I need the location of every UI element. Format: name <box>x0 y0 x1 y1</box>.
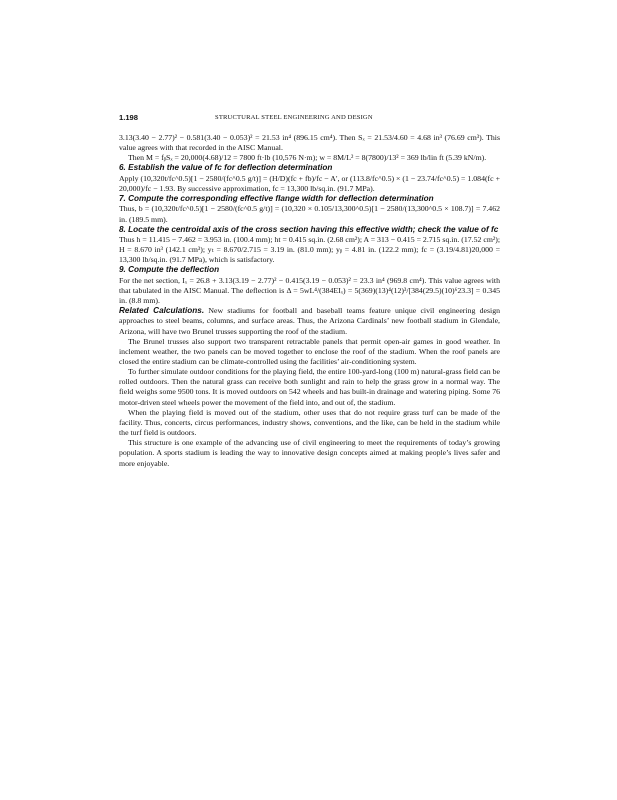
step-8-body: Thus h = 11.415 − 7.462 = 3.953 in. (100.4 mm); ht = 0.415 sq.in. (2.68 cm²); A = 313 − 0.415 = 2.715 sq.in. (17.52 cm²); H = 8.670 in³ (142.1 cm³); yₜ = 8.670/2.715 = 3.19 in. (81.0 mm); yᵦ = 4.81 in. (122.2 mm); fc = (3.19/4.81)20,000 = 13,300 lb/sq.in. (91.7 MPa), which is satisfactory. <box>119 234 500 265</box>
related-paragraph-3: To further simulate outdoor conditions for the playing field, the entire 100-yard-long (100 m) natural-grass field can be rolled outdoors. Then the natural grass can receive both sunlight and rain to help the grass grow in a normal way. The field weighs some 9500 tons. It is moved outdoors on 542 wheels and has built-in drainage and watering piping. Some 76 motor-driven steel wheels power the movement of the field into, and out of, the stadium. <box>119 367 500 407</box>
step-8-title: 8. Locate the centroidal axis of the cross section having this effective width; check the value of fc <box>119 224 499 234</box>
related-paragraph-4: When the playing field is moved out of the stadium, other uses that do not require grass turf can be made of the facility. Thus, concerts, circus performances, industry shows, conventions, and the like, can be held in the stadium while the turf field is outdoors. <box>119 407 500 438</box>
step-9-body: For the net section, Iₓ = 26.8 + 3.13(3.19 − 2.77)² − 0.415(3.19 − 0.053)² = 23.3 in⁴ (969.8 cm⁴). This value agrees with that tabulated in the AISC Manual. The deflection is Δ = 5wL⁴/(384EIₓ) = 5(369)(13)⁴(12)³/[384(29.5)(10)⁶23.3] = 0.345 in. (8.8 mm). <box>119 275 500 306</box>
related-calculations-heading: Related Calculations. <box>119 306 205 316</box>
page-body <box>119 133 500 469</box>
page-number: 1.198 <box>119 113 139 122</box>
running-header <box>119 113 499 125</box>
step-6-title: 6. Establish the value of fc for deflection determination <box>119 163 333 173</box>
related-paragraph-1-text: New stadiums for football and baseball teams feature unique civil engineering design approaches to steel beams, columns, and surface areas. Thus, the Arizona Cardinals’ new football stadium in Glendale, Arizona, will have two Brunel trusses supporting the roof of the stadium. <box>119 306 500 336</box>
related-paragraph-5: This structure is one example of the advancing use of civil engineering to meet the requirements of today’s growing population. A sports stadium is leading the way to innovative design concepts aimed at making people’s lives safer and more enjoyable. <box>119 438 500 468</box>
related-paragraph-2: The Brunel trusses also support two transparent retractable panels that permit open-air games in good weather. In inclement weather, the two panels can be moved together to enclose the roof of the stadium. When the roof panels are closed the entire stadium can be climate-controlled using the facilities’ air-conditioning system. <box>119 336 500 366</box>
step-7-body: Thus, b = (10,320t/fc^0.5)[1 − 2580/(fc^0.5 g/t)] = (10,320 × 0.105/13,300^0.5)[1 − 2580/(13,300^0.5 × 108.7)] = 7.462 in. (189.5 mm). <box>119 204 500 224</box>
step-7-title: 7. Compute the corresponding effective flange width for deflection determination <box>119 194 434 204</box>
step-6-body: Apply (10,320t/fc^0.5)[1 − 2580/(fc^0.5 g/t)] = (H/D)(fc + fb)/fc − A′, or (113.8/fc^0.5) × (1 − 23.74/fc^0.5) = 1.084(fc + 20,000)/fc − 1.93. By successive approximation, fc = 13,300 lb/sq.in. (91.7 MPa). <box>119 173 500 193</box>
running-title: STRUCTURAL STEEL ENGINEERING AND DESIGN <box>215 114 373 121</box>
related-paragraph-1 <box>119 306 500 336</box>
intro-paragraph-1: 3.13(3.40 − 2.77)² − 0.581(3.40 − 0.053)² = 21.53 in⁴ (896.15 cm⁴). Then Sₓ = 21.53/4.60 = 4.68 in³ (76.69 cm³). This value agrees with that recorded in the AISC Manual. <box>119 133 500 153</box>
step-9-title: 9. Compute the deflection <box>119 265 220 275</box>
intro-paragraph-2: Then M = fᵦSₓ = 20,000(4.68)/12 = 7800 ft·lb (10,576 N·m); w = 8M/L² = 8(7800)/13² = 369 lb/lin ft (5.39 kN/m). <box>128 153 487 163</box>
